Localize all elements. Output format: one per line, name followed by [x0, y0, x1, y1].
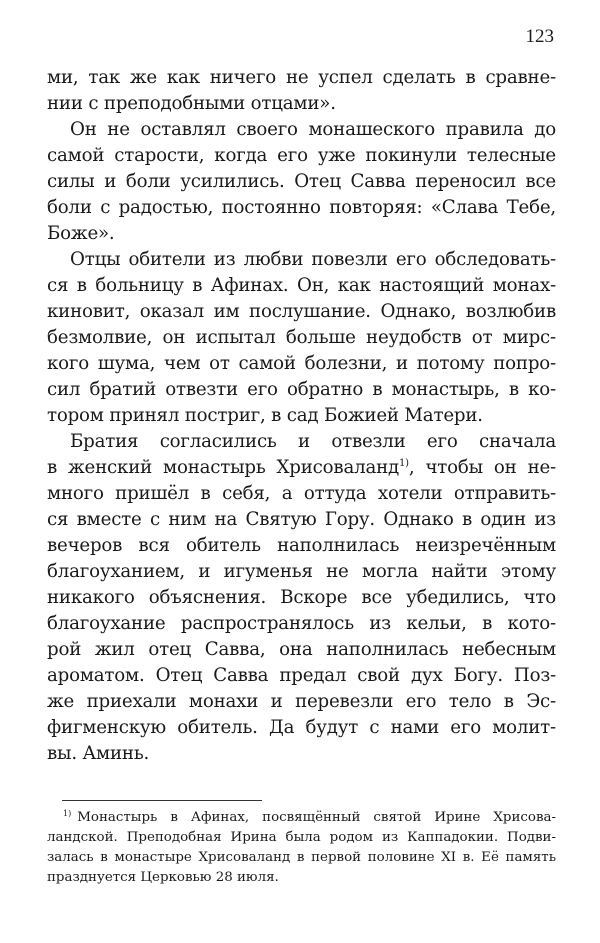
- body-text: [47, 65, 556, 767]
- line-text: ся в больницу в Афинах. Он, как настоящий монах-: [47, 275, 556, 296]
- text-line: [47, 91, 556, 117]
- text-line: [47, 481, 556, 507]
- line-text: кого шума, чем от самой болезни, и потому попро-: [47, 353, 556, 374]
- line-text: Он не оставлял своего монашеского правила до: [70, 119, 556, 140]
- line-text: , чтобы он не-: [408, 457, 557, 478]
- text-line: [47, 611, 556, 637]
- line-text: фигменскую обитель. Да будут с нами его молит-: [47, 717, 556, 738]
- text-line: [47, 715, 556, 741]
- text-line: [47, 377, 556, 403]
- line-text: в женский монастырь Хрисоваланд: [47, 457, 400, 478]
- text-line: [47, 689, 556, 715]
- line-text: самой старости, когда его уже покинули телесные: [47, 145, 556, 166]
- footnote-line: [47, 848, 556, 868]
- line-text: Братия согласились и отвезли его сначала: [70, 431, 556, 452]
- text-line: [47, 351, 556, 377]
- footnote-line: [47, 808, 556, 828]
- text-line: [47, 741, 556, 767]
- text-line: [47, 559, 556, 585]
- line-text: Боже».: [47, 223, 115, 244]
- line-text: вечеров вся обитель наполнилась неизречённым: [47, 535, 556, 556]
- line-text: рой жил отец Савва, она наполнилась небесным: [47, 639, 556, 660]
- line-text: Отцы обители из любви повезли его обследовать-: [70, 249, 556, 270]
- text-line: [47, 273, 556, 299]
- text-line: [47, 195, 556, 221]
- text-line: [47, 169, 556, 195]
- footnotes: [47, 808, 556, 888]
- line-text: вы. Аминь.: [47, 743, 150, 764]
- line-text: ароматом. Отец Савва предал свой дух Богу. Поз-: [47, 665, 556, 686]
- line-text: сил братий отвезти его обратно в монастырь, в ко-: [47, 379, 556, 400]
- footnote-text: празднуется Церковью 28 июля.: [47, 870, 279, 885]
- text-line: [47, 455, 556, 481]
- line-text: благоуханием, и игуменья не могла найти этому: [47, 561, 556, 582]
- text-line: [47, 325, 556, 351]
- line-text: безмолвие, он испытал больше неудобств от мирс-: [47, 327, 556, 348]
- text-line: [47, 403, 556, 429]
- text-line: [47, 221, 556, 247]
- text-line: [47, 117, 556, 143]
- line-text: ся вместе с ним на Святую Гору. Однако в один из: [47, 509, 556, 530]
- line-text: ми, так же как ничего не успел сделать в сравне-: [47, 67, 556, 88]
- text-line: [47, 299, 556, 325]
- footnote-text: залась в монастыре Хрисоваланд в первой половине XI в. Её память: [47, 850, 556, 865]
- footnote-separator: [62, 800, 262, 801]
- line-text: киновит, оказал им послушание. Однако, возлюбив: [47, 301, 556, 322]
- line-text: нии с преподобными отцами».: [47, 93, 336, 114]
- footnote-number: 1): [63, 809, 72, 818]
- footnote-line: [47, 868, 556, 888]
- text-line: [47, 533, 556, 559]
- line-text: же приехали монахи и перевезли его тело в Эс-: [47, 691, 556, 712]
- footnote-line: [47, 828, 556, 848]
- footnote-text: Монастырь в Афинах, посвящённый святой Ирине Хрисова-: [77, 810, 556, 825]
- text-line: [47, 429, 556, 455]
- page-number: 123: [525, 26, 554, 47]
- text-line: [47, 637, 556, 663]
- line-text: тором принял постриг, в сад Божией Матери.: [47, 405, 483, 426]
- text-line: [47, 65, 556, 91]
- line-text: боли с радостью, постоянно повторяя: «Слава Тебе,: [47, 197, 556, 218]
- text-line: [47, 663, 556, 689]
- text-line: [47, 507, 556, 533]
- footnote-text: ландской. Преподобная Ирина была родом из Каппадокии. Подви-: [47, 830, 556, 845]
- text-line: [47, 585, 556, 611]
- footnote-marker: 1): [399, 458, 409, 469]
- line-text: никакого объяснения. Вскоре все убедились, что: [47, 587, 556, 608]
- line-text: благоухание распространялось из кельи, в кото-: [47, 613, 556, 634]
- text-line: [47, 143, 556, 169]
- line-text: силы и боли усилились. Отец Савва переносил все: [47, 171, 556, 192]
- line-text: много пришёл в себя, а оттуда хотели отправить-: [47, 483, 556, 504]
- text-line: [47, 247, 556, 273]
